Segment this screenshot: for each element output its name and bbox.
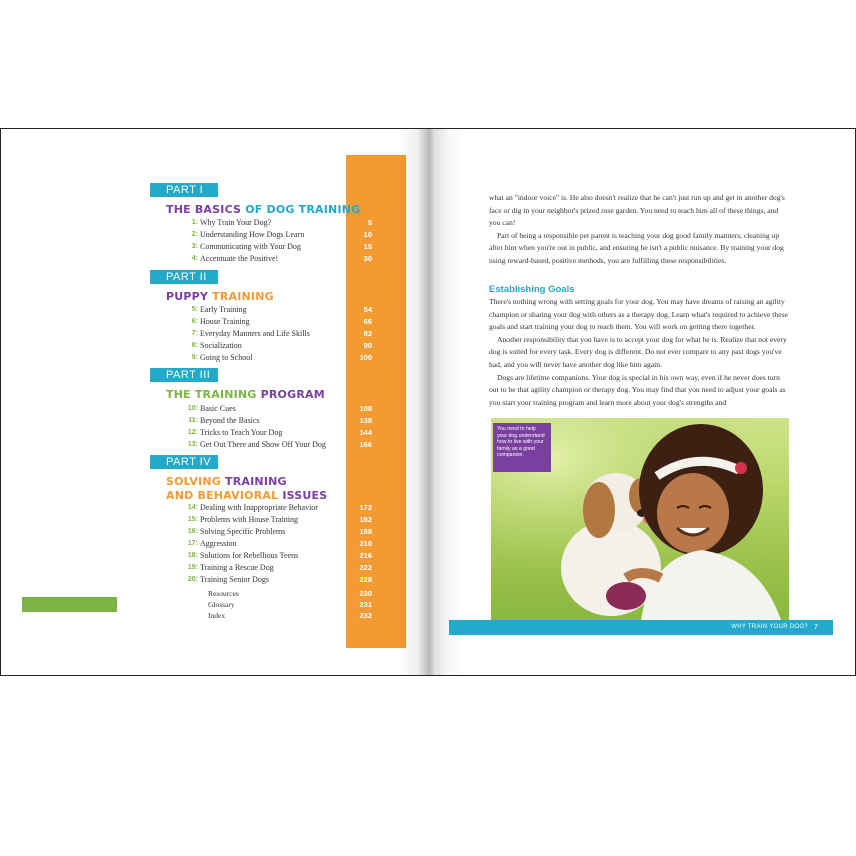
part-title-4-line-1	[166, 475, 366, 489]
back-matter-title: Resources	[208, 589, 239, 598]
chapter-page: 216	[359, 551, 372, 560]
chapter-number: 11:	[188, 417, 198, 424]
chapter-page: 144	[359, 428, 372, 437]
chapter-number: 1:	[191, 219, 198, 226]
chapter-title: Early Training	[200, 305, 247, 314]
part-title-4-word-a: SOLVING	[166, 475, 222, 488]
chapter-number: 17:	[187, 540, 198, 547]
chapter-title: Get Out There and Show Off Your Dog	[200, 440, 326, 449]
part-title-1	[166, 203, 360, 217]
chapter-page: 5	[367, 218, 372, 227]
chapter-title: Beyond the Basics	[200, 416, 260, 425]
chapter-number: 18:	[187, 552, 198, 559]
part-title-1-word-b: OF DOG TRAINING	[245, 203, 361, 216]
chapter-number: 12:	[187, 429, 198, 436]
chapter-title: Everyday Manners and Life Skills	[200, 329, 310, 338]
chapter-number: 5:	[191, 306, 198, 313]
chapter-page: 210	[359, 539, 372, 548]
toc-entry[interactable]	[150, 599, 380, 610]
toc-part-2	[150, 304, 380, 364]
chapter-page: 15	[363, 242, 372, 251]
chapter-title: Solutions for Rebellious Teens	[200, 551, 299, 560]
chapter-number: 2:	[191, 231, 198, 238]
toc-entry[interactable]	[150, 328, 380, 340]
chapter-number: 8:	[191, 342, 198, 349]
part-title-4-word-b: TRAINING	[225, 475, 287, 488]
chapter-number: 9:	[191, 354, 198, 361]
chapter-page: 166	[359, 440, 372, 449]
toc-entry[interactable]	[150, 217, 380, 229]
chapter-number: 14:	[187, 504, 198, 511]
chapter-page: 188	[359, 527, 372, 536]
chapter-title: Communicating with Your Dog	[200, 242, 301, 251]
toc-entry[interactable]	[150, 502, 380, 514]
body-text-top	[489, 192, 789, 268]
toc-part-1	[150, 217, 380, 265]
chapter-number: 16:	[187, 528, 198, 535]
body-paragraph: Dogs are lifetime companions. Your dog is special in his own way, even if he never does turn out to be that agility champion or therapy dog. You may find that you need to adjust your goals as you start your training program and learn more about your dog's strengths and	[489, 372, 786, 407]
part-title-2	[166, 290, 274, 304]
chapter-title: Socialization	[200, 341, 242, 350]
chapter-title: Going to School	[200, 353, 253, 362]
body-paragraph: There's nothing wrong with setting goals for your dog. You may have dreams of raising an agility champion or sharing your dog with others as a therapy dog. Learn what's required to achieve these goals and start training your dog to reach them. You will work on getting there together.	[489, 297, 788, 332]
page-number: 7	[814, 624, 818, 631]
chapter-title: House Training	[200, 317, 250, 326]
chapter-title: Training a Rescue Dog	[200, 563, 274, 572]
chapter-number: 6:	[191, 318, 198, 325]
toc-entry[interactable]	[150, 403, 380, 415]
toc-entry[interactable]	[150, 352, 380, 364]
part-label-2: PART II	[150, 270, 218, 284]
toc-entry[interactable]	[150, 340, 380, 352]
chapter-page: 222	[359, 563, 372, 572]
part-title-4-line-2	[166, 489, 366, 503]
part-title-4-word-c: AND BEHAVIORAL	[166, 489, 279, 502]
body-text-goals	[489, 296, 789, 409]
part-title-3-word-a: THE TRAINING	[166, 388, 257, 401]
chapter-title: Why Train Your Dog?	[200, 218, 272, 227]
running-head: WHY TRAIN YOUR DOG?	[731, 624, 808, 630]
part-title-4	[166, 475, 366, 503]
body-paragraph: Another responsibility that you have is to accept your dog for what he is. Realize that not every dog is suited for every task. Every dog is different. Do not ever compare to any past dogs you've had, and you will never have another dog like him again.	[489, 334, 787, 369]
toc-entry[interactable]	[150, 562, 380, 574]
part-title-2-word-b: TRAINING	[212, 290, 274, 303]
part-title-3	[166, 388, 325, 402]
part-title-2-word-a: PUPPY	[166, 290, 209, 303]
section-heading: Establishing Goals	[489, 284, 575, 295]
toc-entry[interactable]	[150, 427, 380, 439]
chapter-title: Solving Specific Problems	[200, 527, 286, 536]
chapter-title: Understanding How Dogs Learn	[200, 230, 305, 239]
toc-entry[interactable]	[150, 574, 380, 586]
toc-entry[interactable]	[150, 304, 380, 316]
part-label-4: PART IV	[150, 455, 218, 469]
chapter-number: 20:	[187, 576, 198, 583]
part-title-4-word-d: ISSUES	[282, 489, 328, 502]
body-paragraph: what an "indoor voice" is. He also doesn't realize that he can't just run up and get in another dog's face or dig in your neighbor's prized rose garden. You need to teach him all of these things, and you can!	[489, 193, 785, 228]
toc-entry[interactable]	[150, 550, 380, 562]
chapter-page: 54	[363, 305, 372, 314]
chapter-page: 90	[363, 341, 372, 350]
toc-back-matter	[150, 588, 380, 621]
toc-entry[interactable]	[150, 415, 380, 427]
back-matter-page: 230	[359, 589, 372, 598]
frame-edge-left	[0, 128, 1, 676]
chapter-title: Dealing with Inappropriate Behavior	[200, 503, 318, 512]
part-title-3-word-b: PROGRAM	[260, 388, 325, 401]
chapter-number: 10:	[187, 405, 198, 412]
green-accent-strip	[22, 597, 117, 612]
chapter-number: 19:	[187, 564, 198, 571]
toc-entry[interactable]	[150, 253, 380, 265]
chapter-title: Tricks to Teach Your Dog	[200, 428, 283, 437]
toc-entry[interactable]	[150, 610, 380, 621]
toc-part-4	[150, 502, 380, 586]
part-title-1-word-a: THE BASICS	[166, 203, 242, 216]
chapter-page: 108	[359, 404, 372, 413]
chapter-page: 30	[363, 254, 372, 263]
chapter-title: Accentuate the Positive!	[200, 254, 279, 263]
chapter-title: Basic Cues	[200, 404, 236, 413]
part-label-3: PART III	[150, 368, 218, 382]
toc-entry[interactable]	[150, 526, 380, 538]
toc-entry[interactable]	[150, 241, 380, 253]
chapter-page: 172	[359, 503, 372, 512]
book-gutter	[396, 129, 466, 675]
toc-entry[interactable]	[150, 316, 380, 328]
toc-entry[interactable]	[150, 229, 380, 241]
chapter-page: 82	[363, 329, 372, 338]
toc-entry[interactable]	[150, 514, 380, 526]
chapter-page: 100	[359, 353, 372, 362]
back-matter-title: Index	[208, 611, 226, 620]
chapter-page: 66	[363, 317, 372, 326]
body-paragraph: Part of being a responsible pet parent is teaching your dog good family manners, cleaning up after him when you're out in public, and ensuring he isn't a public nuisance. By training your dog using reward-based, positive methods, you are fulfilling these responsibilities.	[489, 230, 784, 265]
chapter-number: 7:	[191, 330, 198, 337]
chapter-page: 182	[359, 515, 372, 524]
back-matter-page: 231	[359, 600, 372, 609]
toc-part-3	[150, 403, 380, 451]
back-matter-page: 232	[359, 611, 372, 620]
chapter-page: 10	[363, 230, 372, 239]
chapter-number: 4:	[191, 255, 198, 262]
chapter-number: 3:	[191, 243, 198, 250]
chapter-page: 228	[359, 575, 372, 584]
toc-entry[interactable]	[150, 439, 380, 451]
chapter-page: 138	[359, 416, 372, 425]
chapter-number: 15:	[187, 516, 198, 523]
part-label-1: PART I	[150, 183, 218, 197]
chapter-number: 13:	[187, 441, 198, 448]
chapter-title: Problems with House Training	[200, 515, 299, 524]
toc-entry[interactable]	[150, 588, 380, 599]
photo-caption: You need to help your dog understand how to live with your family as a good companion.	[493, 423, 551, 472]
back-matter-title: Glossary	[208, 600, 235, 609]
toc-entry[interactable]	[150, 538, 380, 550]
chapter-title: Aggression	[200, 539, 237, 548]
chapter-title: Training Senior Dogs	[200, 575, 270, 584]
